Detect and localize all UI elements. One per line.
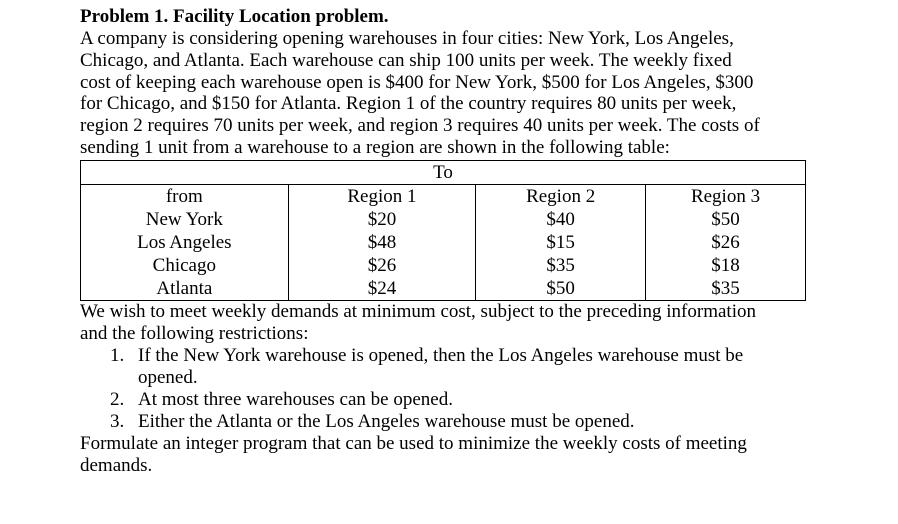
to-header: To — [81, 160, 806, 184]
restriction-item — [80, 345, 806, 389]
document-page — [80, 6, 806, 477]
shipping-cost-table — [80, 160, 806, 301]
problem-title: Problem 1. Facility Location problem. — [80, 6, 389, 27]
cost-cell: $24 — [367, 277, 397, 299]
cost-cell: $35 — [711, 277, 740, 299]
problem-intro — [80, 28, 806, 159]
closing-text — [80, 433, 806, 477]
city-cell: New York — [145, 208, 223, 230]
intro-line: sending 1 unit from a warehouse to a region are shown in the following table: — [80, 136, 670, 158]
region-2-column — [476, 184, 646, 300]
restriction-item — [80, 389, 806, 411]
restrictions-list — [80, 345, 806, 433]
city-cell: Atlanta — [156, 277, 213, 299]
cost-cell: $18 — [711, 254, 740, 276]
closing-line: demands. — [80, 454, 153, 476]
region-header: Region 1 — [347, 185, 417, 207]
from-column — [81, 184, 289, 300]
cost-cell: $20 — [367, 208, 397, 230]
from-header: from — [165, 185, 203, 207]
cost-cell: $26 — [367, 254, 397, 276]
intro-line: cost of keeping each warehouse open is $400 for New York, $500 for Los Angeles, $300 — [80, 71, 754, 93]
intro-line: for Chicago, and $150 for Atlanta. Region 1 of the country requires 80 units per week, — [80, 93, 737, 115]
restriction-number: 2. — [110, 388, 125, 410]
restriction-number: 1. — [110, 344, 125, 366]
cost-cell: $48 — [367, 231, 397, 253]
cost-cell: $40 — [546, 208, 575, 230]
region-3-column — [646, 184, 806, 300]
after-table-line: We wish to meet weekly demands at minimum cost, subject to the preceding information — [80, 300, 756, 322]
restriction-item — [80, 411, 806, 433]
cost-cell: $35 — [546, 254, 575, 276]
table-body-row — [81, 184, 806, 300]
restriction-line: At most three warehouses can be opened. — [138, 388, 453, 410]
restriction-line: Either the Atlanta or the Los Angeles warehouse must be opened. — [138, 410, 635, 432]
restriction-number: 3. — [110, 410, 125, 432]
region-1-column — [288, 184, 476, 300]
cost-cell: $50 — [711, 208, 740, 230]
city-cell: Chicago — [152, 254, 216, 276]
city-cell: Los Angeles — [137, 231, 232, 253]
restriction-line: opened. — [138, 366, 198, 388]
after-table-line: and the following restrictions: — [80, 322, 309, 344]
cost-cell: $50 — [546, 277, 575, 299]
cost-cell: $15 — [546, 231, 575, 253]
region-header: Region 3 — [690, 185, 761, 207]
restriction-line: If the New York warehouse is opened, then the Los Angeles warehouse must be — [138, 344, 744, 366]
region-header: Region 2 — [526, 185, 596, 207]
intro-line: Chicago, and Atlanta. Each warehouse can ship 100 units per week. The weekly fixed — [80, 49, 732, 71]
intro-line: region 2 requires 70 units per week, and region 3 requires 40 units per week. The costs of — [80, 115, 760, 137]
intro-line: A company is considering opening warehouses in four cities: New York, Los Angeles, — [80, 28, 734, 49]
closing-line: Formulate an integer program that can be used to minimize the weekly costs of meeting — [80, 432, 747, 454]
cost-cell: $26 — [711, 231, 740, 253]
table-header-row — [81, 160, 806, 184]
after-table-text — [80, 301, 806, 345]
